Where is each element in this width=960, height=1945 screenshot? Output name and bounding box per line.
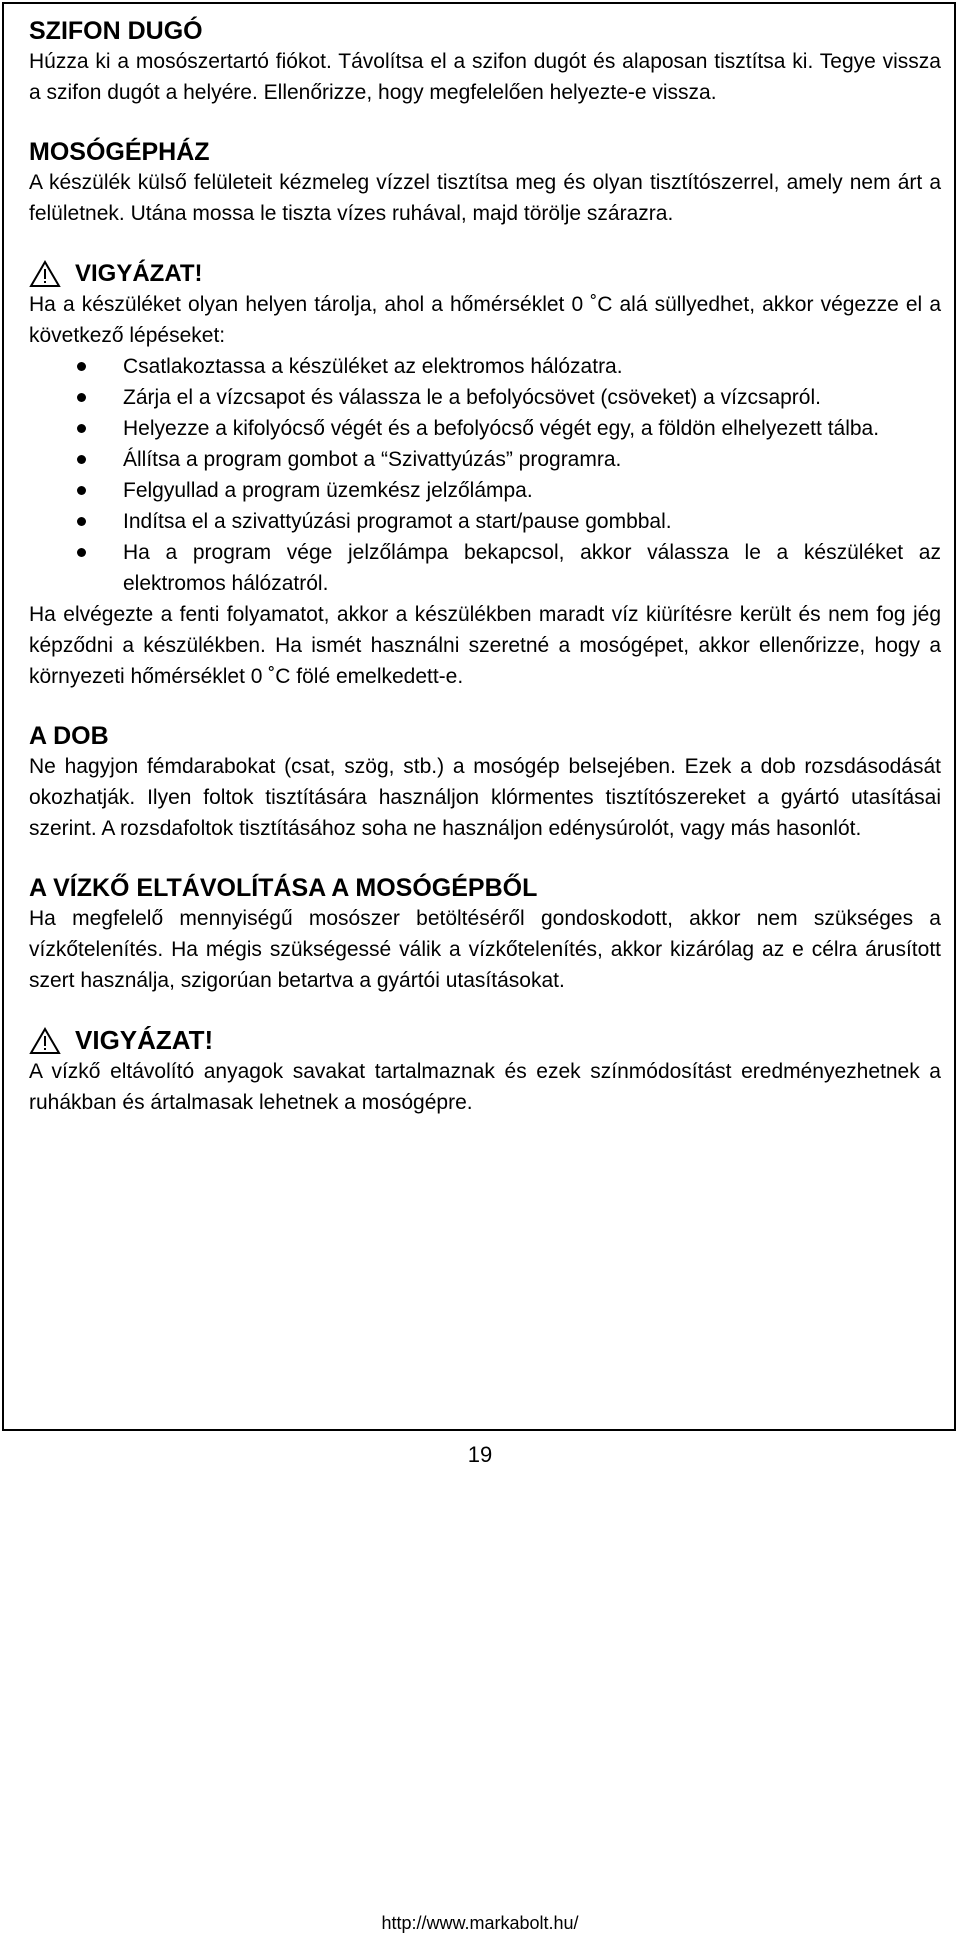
page-number: 19 bbox=[467, 1442, 493, 1467]
section-title-siphon: SZIFON DUGÓ bbox=[29, 17, 203, 45]
warning-outro-storage: Ha elvégezte a fenti folyamatot, akkor a készülékben maradt víz kiürítésre került és nem fog jég képződni a készülékben. Ha ismét használni szeretné a mosógépet, akkor ellenőrizze, hogy a környezeti hőmérséklet 0 ˚C fölé emelkedett-e. bbox=[29, 603, 941, 688]
warning-title-storage: VIGYÁZAT! bbox=[75, 260, 203, 287]
warning-triangle-icon bbox=[29, 260, 61, 288]
warning-triangle-icon bbox=[29, 1027, 61, 1055]
warning-heading-storage bbox=[29, 258, 941, 289]
bullet-dot-icon bbox=[77, 517, 86, 526]
warning-text-descaler: A vízkő eltávolító anyagok savakat tartalmaznak és ezek színmódosítást eredményezhetnek a ruhákban és ártalmasak lehetnek a mosógépre. bbox=[29, 1060, 941, 1114]
bullet-dot-icon bbox=[77, 362, 86, 371]
section-text-housing: A készülék külső felületeit kézmeleg vízzel tisztítsa meg és olyan tisztítószerrel, amely nem árt a felületnek. Utána mossa le tiszta vízes ruhával, majd törölje szárazra. bbox=[29, 171, 941, 225]
section-text-siphon: Húzza ki a mosószertartó fiókot. Távolítsa el a szifon dugót és alaposan tisztítsa ki. Tegye vissza a szifon dugót a helyére. Ellenőrizze, hogy megfelelően helyezte-e vissza. bbox=[29, 50, 941, 104]
section-title-housing: MOSÓGÉPHÁZ bbox=[29, 138, 210, 166]
list-item: Helyezze a kifolyócső végét és a befolyócső végét egy, a földön elhelyezett tálba. bbox=[29, 413, 941, 444]
warning-intro-storage: Ha a készüléket olyan helyen tárolja, ahol a hőmérséklet 0 ˚C alá süllyedhet, akkor végezze el a következő lépéseket: bbox=[29, 293, 941, 347]
warning-title-descaler: VIGYÁZAT! bbox=[75, 1025, 214, 1055]
bullet-dot-icon bbox=[77, 548, 86, 557]
frost-steps-list bbox=[29, 351, 941, 599]
bullet-dot-icon bbox=[77, 486, 86, 495]
list-item: Zárja el a vízcsapot és válassza le a befolyócsövet (csöveket) a vízcsapról. bbox=[29, 382, 941, 413]
manual-content bbox=[29, 16, 941, 1118]
warning-heading-descaler bbox=[29, 1025, 941, 1056]
bullet-dot-icon bbox=[77, 455, 86, 464]
list-item: Ha a program vége jelzőlámpa bekapcsol, akkor válassza le a készüléket az elektromos hálózatról. bbox=[29, 537, 941, 599]
bullet-dot-icon bbox=[77, 393, 86, 402]
list-item: Csatlakoztassa a készüléket az elektromos hálózatra. bbox=[29, 351, 941, 382]
section-title-drum: A DOB bbox=[29, 722, 109, 750]
content-frame bbox=[2, 2, 956, 1431]
bullet-dot-icon bbox=[77, 424, 86, 433]
section-text-descaling: Ha megfelelő mennyiségű mosószer betöltéséről gondoskodott, akkor nem szükséges a vízkőtelenítés. Ha mégis szükségessé válik a vízkőtelenítés, akkor kizárólag az e célra árusított szert használja, szigorúan betartva a gyártói utasításokat. bbox=[29, 907, 941, 992]
footer-url[interactable]: http://www.markabolt.hu/ bbox=[381, 1913, 579, 1933]
list-item: Állítsa a program gombot a “Szivattyúzás” programra. bbox=[29, 444, 941, 475]
list-item: Felgyullad a program üzemkész jelzőlámpa. bbox=[29, 475, 941, 506]
list-item: Indítsa el a szivattyúzási programot a start/pause gombbal. bbox=[29, 506, 941, 537]
section-text-drum: Ne hagyjon fémdarabokat (csat, szög, stb.) a mosógép belsejében. Ezek a dob rozsdásodását okozhatják. Ilyen foltok tisztítására használjon klórmentes tisztítószereket a gyártó utasításai szerint. A rozsdafoltok tisztításához soha ne használjon edénysúrolót, vagy más hasonlót. bbox=[29, 755, 941, 840]
section-title-descaling: A VÍZKŐ ELTÁVOLÍTÁSA A MOSÓGÉPBŐL bbox=[29, 874, 538, 902]
